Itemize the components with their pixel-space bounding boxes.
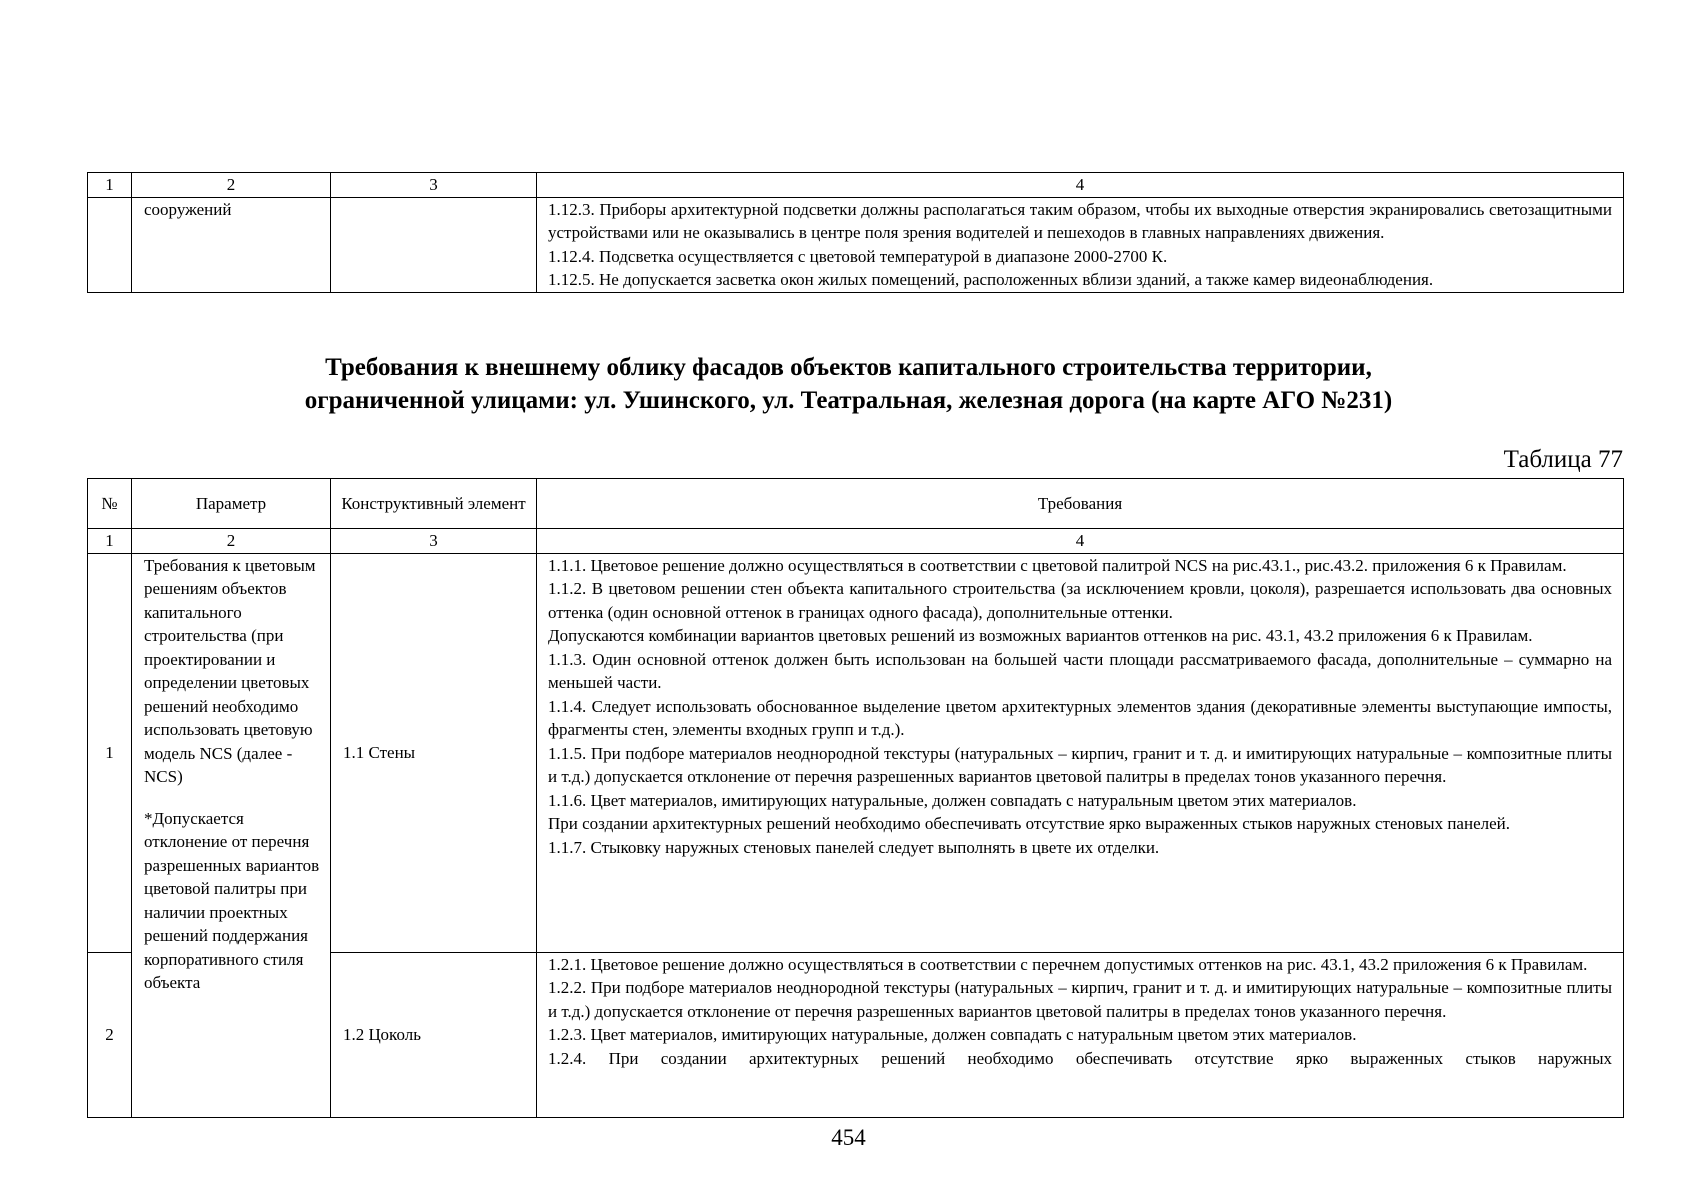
param-note: *Допускается отклонение от перечня разрешенных вариантов цветовой палитры при наличии проектных решений поддержания корпоративного стиля объекта (144, 808, 320, 992)
requirement-item: 1.1.7. Стыковку наружных стеновых панелей следует выполнять в цвете их отделки. (548, 837, 1160, 857)
column-number-row (88, 529, 1624, 554)
col-number: 4 (537, 173, 1624, 198)
element-cell: 1.2 Цоколь (331, 952, 537, 1117)
table-caption: Таблица 77 (1503, 446, 1623, 473)
requirement-item: Допускаются комбинации вариантов цветовых решений из возможных вариантов оттенков на рис. 43.1, 43.2 приложения 6 к Правилам. (548, 626, 1533, 645)
requirements-table (87, 528, 1624, 1118)
col-number: 3 (331, 529, 537, 554)
requirements-cell (537, 952, 1624, 1117)
header-row (88, 479, 1624, 529)
col-number: 2 (132, 173, 331, 198)
col-number: 1 (88, 529, 132, 554)
section-title-line-2: ограниченной улицами: ул. Ушинского, ул. Театральная, железная дорога (на карте АГО №231) (304, 387, 1393, 414)
element-cell: 1.1 Стены (331, 553, 537, 952)
requirement-item: 1.1.3. Один основной оттенок должен быть использован на большей части площади рассматриваемого фасада, дополнительные – суммарно на меньшей части. (548, 649, 1612, 692)
requirement-item: 1.1.4. Следует использовать обоснованное выделение цветом архитектурных элементов здания (декоративные элементы выступающие импосты, фрагменты стен, элементы входных групп и т.д.). (548, 696, 1612, 739)
requirement-item: 1.1.6. Цвет материалов, имитирующих натуральные, должен совпадать с натуральным цветом этих материалов. (548, 790, 1357, 810)
header-element: Конструктивный элемент (331, 479, 537, 529)
header-num: № (88, 479, 132, 529)
section-title-line-1: Требования к внешнему облику фасадов объектов капитального строительства территории, (325, 354, 1372, 381)
row-number: 1 (88, 553, 132, 952)
header-requirements: Требования (537, 479, 1624, 529)
param-cell: сооружений (132, 197, 331, 292)
requirement-item: 1.1.1. Цветовое решение должно осуществляться в соответствии с цветовой палитрой NCS на рис.43.1., рис.43.2. приложения 6 к Правилам. (548, 555, 1567, 575)
requirement-item: 1.1.2. В цветовом решении стен объекта капитального строительства (за исключением кровли, цоколя), разрешается использовать два основных оттенка (один основной оттенок в границах одного фасада), дополнительные оттенки. (548, 579, 1612, 622)
requirement-item: 1.2.4. При создании архитектурных решений необходимо обеспечивать отсутствие ярко выраженных стыков наружных (548, 1048, 1612, 1068)
requirement-item: При создании архитектурных решений необходимо обеспечивать отсутствие ярко выраженных стыков наружных стеновых панелей. (548, 814, 1510, 833)
table-header (87, 478, 1624, 529)
element-cell (331, 197, 537, 292)
col-number: 1 (88, 173, 132, 198)
col-number: 3 (331, 173, 537, 198)
requirements-cell (537, 553, 1624, 952)
num-cell (88, 197, 132, 292)
table-row (88, 553, 1624, 952)
continuation-table (87, 172, 1624, 293)
col-number: 2 (132, 529, 331, 554)
requirement-item: 1.1.5. При подборе материалов неоднородной текстуры (натуральных – кирпич, гранит и т. д. и имитирующих натуральные – композитные плиты и т.д.) допускается отклонение от перечня разрешенных вариантов цветовой палитры в пределах тонов указанного перечня. (548, 743, 1612, 786)
requirements-cell (537, 197, 1624, 292)
requirement-item: 1.2.1. Цветовое решение должно осуществляться в соответствии с перечнем допустимых оттенков на рис. 43.1, 43.2 приложения 6 к Правилам. (548, 954, 1588, 974)
header-param: Параметр (132, 479, 331, 529)
row-number: 2 (88, 952, 132, 1117)
table-row (88, 197, 1624, 292)
requirement-item: 1.12.4. Подсветка осуществляется с цветовой температурой в диапазоне 2000-2700 К. (548, 246, 1168, 266)
param-text: Требования к цветовым решениям объектов капитального строительства (при проектировании и определении цветовых решений необходимо использовать цветовую модель NCS (далее - NCS) (144, 555, 316, 786)
column-number-row (88, 173, 1624, 198)
page-number: 454 (831, 1125, 866, 1150)
param-cell (132, 553, 331, 1117)
requirement-item: 1.2.2. При подборе материалов неоднородной текстуры (натуральных – кирпич, гранит и т. д. и имитирующих натуральные – композитные плиты и т.д.) допускается отклонение от перечня разрешенных вариантов цветовой палитры в пределах тонов указанного перечня. (548, 978, 1612, 1021)
requirement-item: 1.12.5. Не допускается засветка окон жилых помещений, расположенных вблизи зданий, а также камер видеонаблюдения. (548, 270, 1434, 289)
requirement-item: 1.12.3. Приборы архитектурной подсветки должны располагаться таким образом, чтобы их выходные отверстия экранировались светозащитными устройствами или не оказывались в центре поля зрения водителей и пешеходов в главных направлениях движения. (548, 199, 1612, 242)
col-number: 4 (537, 529, 1624, 554)
requirement-item: 1.2.3. Цвет материалов, имитирующих натуральные, должен совпадать с натуральным цветом этих материалов. (548, 1025, 1357, 1044)
